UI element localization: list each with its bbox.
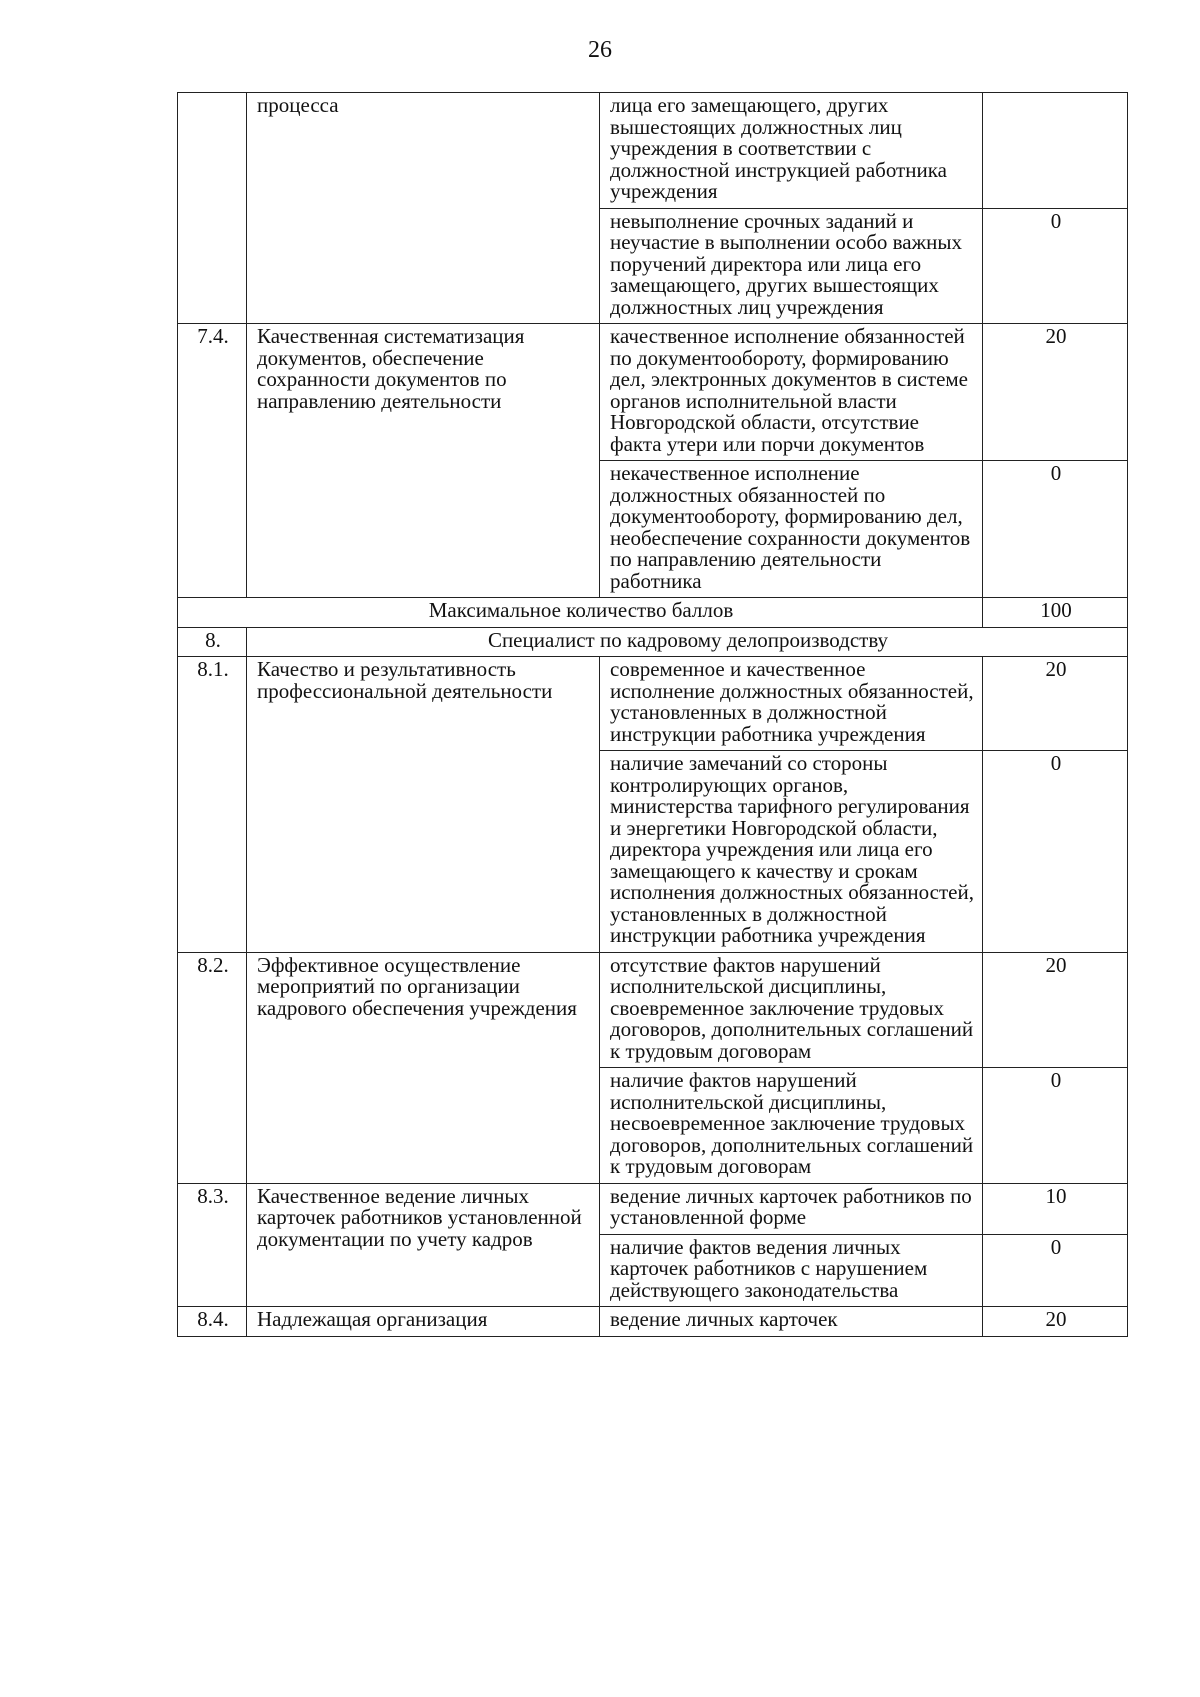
row-number-cell: 8.3. — [178, 1183, 247, 1307]
max-score-row — [178, 598, 1128, 628]
score-cell — [983, 93, 1128, 209]
score-cell: 10 — [983, 1183, 1128, 1234]
condition-cell: ведение личных карточек — [600, 1307, 983, 1337]
condition-cell: лица его замещающего, других вышестоящих должностных лиц учреждения в соответствии с должностной инструкцией работника учреждения — [600, 93, 983, 209]
score-cell: 20 — [983, 324, 1128, 461]
condition-cell: наличие замечаний со стороны контролирующих органов, министерства тарифного регулирования и энергетики Новгородской области, директора учреждения или лица его замещающего к качеству и срокам исполнения должностных обязанностей, установленных в должностной инструкции работника учреждения — [600, 751, 983, 953]
table-row — [178, 952, 1128, 1068]
condition-cell: наличие фактов ведения личных карточек работников с нарушением действующего законодательства — [600, 1234, 983, 1307]
score-cell: 20 — [983, 1307, 1128, 1337]
score-cell: 0 — [983, 461, 1128, 598]
score-cell: 0 — [983, 208, 1128, 324]
condition-cell: невыполнение срочных заданий и неучастие в выполнении особо важных поручений директора или лица его замещающего, других вышестоящих должностных лиц учреждения — [600, 208, 983, 324]
section-header-row — [178, 627, 1128, 657]
condition-cell: современное и качественное исполнение должностных обязанностей, установленных в должностной инструкции работника учреждения — [600, 657, 983, 751]
criterion-cell: Эффективное осуществление мероприятий по организации кадрового обеспечения учреждения — [247, 952, 600, 1183]
row-number-cell: 7.4. — [178, 324, 247, 598]
condition-cell: наличие фактов нарушений исполнительской дисциплины, несвоевременное заключение трудовых договоров, дополнительных соглашений к трудовым договорам — [600, 1068, 983, 1184]
row-number-cell — [178, 93, 247, 324]
max-score-label: Максимальное количество баллов — [178, 598, 983, 628]
score-cell: 0 — [983, 751, 1128, 953]
table-row — [178, 93, 1128, 209]
criterion-cell: Надлежащая организация — [247, 1307, 600, 1337]
row-number-cell: 8.1. — [178, 657, 247, 953]
page-number: 26 — [588, 37, 612, 63]
row-number-cell: 8.4. — [178, 1307, 247, 1337]
criterion-cell: Качественное ведение личных карточек работников установленной документации по учету кадров — [247, 1183, 600, 1307]
condition-cell: отсутствие фактов нарушений исполнительской дисциплины, своевременное заключение трудовых договоров, дополнительных соглашений к трудовым договорам — [600, 952, 983, 1068]
score-cell: 0 — [983, 1068, 1128, 1184]
criterion-cell: Качество и результативность профессиональной деятельности — [247, 657, 600, 953]
condition-cell: некачественное исполнение должностных обязанностей по документообороту, формированию дел, необеспечение сохранности документов по направлению деятельности работника — [600, 461, 983, 598]
condition-cell: качественное исполнение обязанностей по документообороту, формированию дел, электронных документов в системе органов исполнительной власти Новгородской области, отсутствие факта утери или порчи документов — [600, 324, 983, 461]
section-number: 8. — [178, 627, 247, 657]
criteria-table — [177, 92, 1128, 1337]
score-cell: 20 — [983, 657, 1128, 751]
table-row — [178, 1183, 1128, 1234]
criterion-cell: процесса — [247, 93, 600, 324]
score-cell: 0 — [983, 1234, 1128, 1307]
section-title: Специалист по кадровому делопроизводству — [247, 627, 1128, 657]
score-cell: 20 — [983, 952, 1128, 1068]
table-row — [178, 1307, 1128, 1337]
criterion-cell: Качественная систематизация документов, обеспечение сохранности документов по направлению деятельности — [247, 324, 600, 598]
table-row — [178, 657, 1128, 751]
table-row — [178, 324, 1128, 461]
row-number-cell: 8.2. — [178, 952, 247, 1183]
max-score-value: 100 — [983, 598, 1128, 628]
condition-cell: ведение личных карточек работников по установленной форме — [600, 1183, 983, 1234]
